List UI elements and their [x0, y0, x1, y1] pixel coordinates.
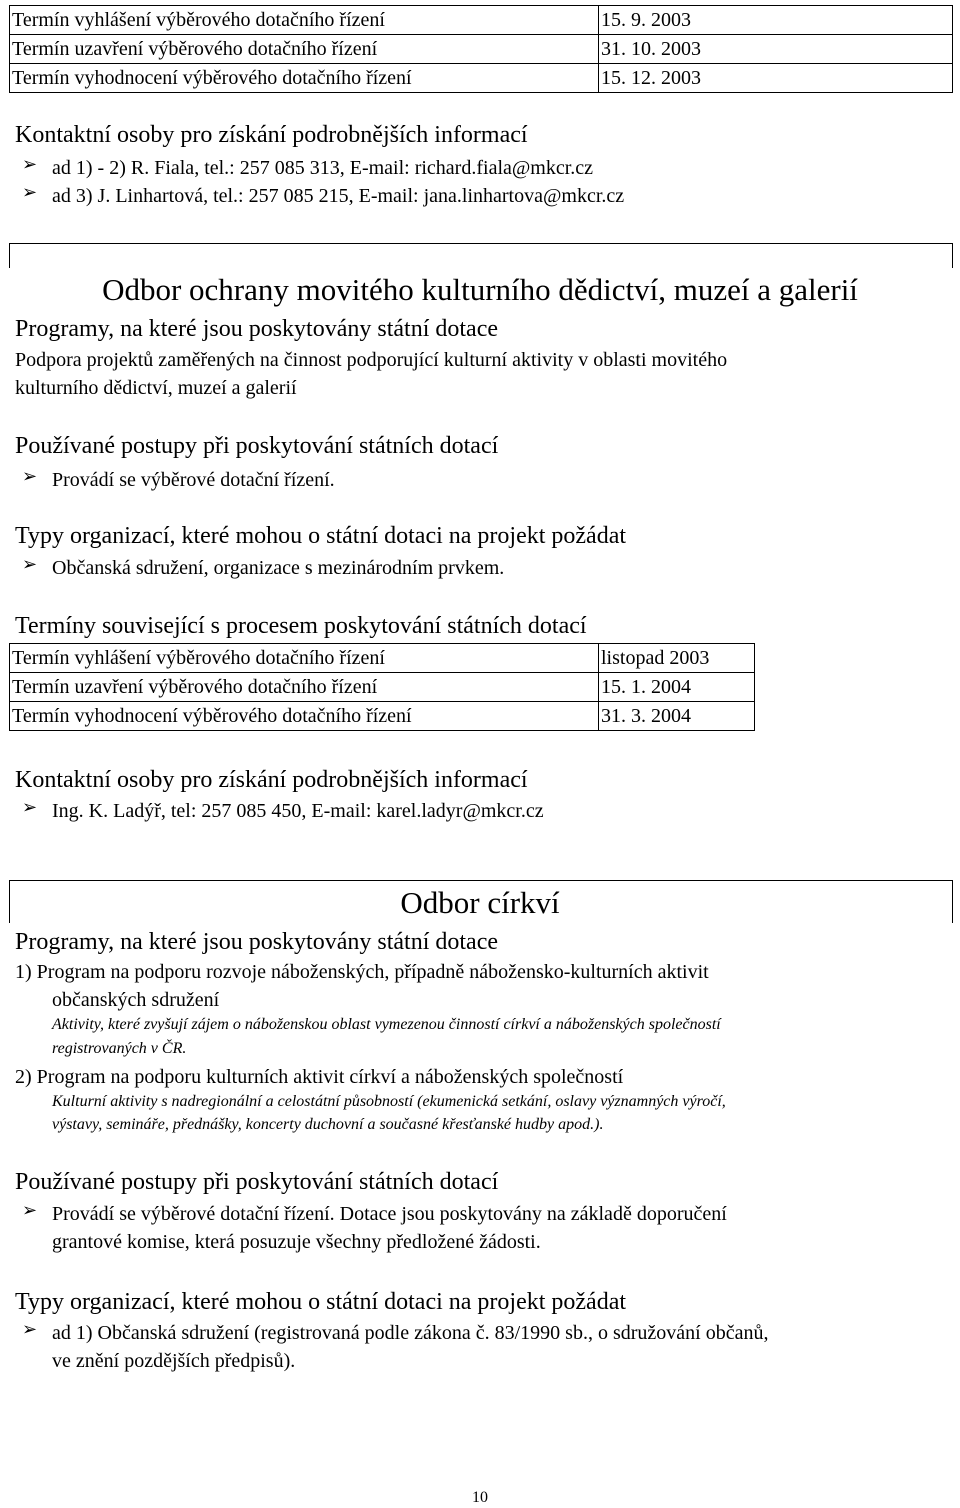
table-row: [10, 6, 953, 35]
list-item-cont: grantové komise, která posuzuje všechny předložené žádosti.: [52, 1231, 541, 1253]
org-types-heading: Typy organizací, které mohou o státní dotaci na projekt požádat: [15, 1289, 627, 1315]
table-cell-value: listopad 2003: [599, 644, 755, 673]
arrowhead-bullet-icon: ➢: [22, 797, 38, 817]
section-title-box: [9, 243, 953, 268]
contacts-heading: Kontaktní osoby pro získání podrobnějších informací: [15, 767, 528, 793]
programs-text: Podpora projektů zaměřených na činnost podporující kulturní aktivity v oblasti movitého: [15, 349, 728, 371]
table-cell-value: 31. 10. 2003: [599, 35, 953, 64]
table-cell-value: 15. 12. 2003: [599, 64, 953, 93]
arrowhead-bullet-icon: ➢: [22, 154, 38, 174]
terms-heading: Termíny související s procesem poskytování státních dotací: [15, 613, 587, 639]
program-2-note: Kulturní aktivity s nadregionální a celostátní působností (ekumenická setkání, oslavy významných výročí,: [52, 1093, 726, 1110]
procedures-heading: Používané postupy při poskytování státních dotací: [15, 1169, 499, 1195]
table-cell-label: Termín vyhlášení výběrového dotačního řízení: [10, 644, 599, 673]
table-cell-label: Termín uzavření výběrového dotačního řízení: [10, 35, 599, 64]
arrowhead-bullet-icon: ➢: [22, 182, 38, 202]
table-row: [10, 702, 755, 731]
section-title: Odbor církví: [400, 885, 560, 920]
program-1-note: registrovaných v ČR.: [52, 1040, 187, 1057]
page-number: 10: [472, 1489, 488, 1506]
table-row: [10, 644, 755, 673]
programs-heading: Programy, na které jsou poskytovány státní dotace: [15, 316, 498, 342]
table-cell-label: Termín uzavření výběrového dotačního řízení: [10, 673, 599, 702]
contacts-heading: Kontaktní osoby pro získání podrobnějších informací: [15, 122, 528, 148]
procedures-heading: Používané postupy při poskytování státních dotací: [15, 433, 499, 459]
program-1-cont: občanských sdružení: [52, 989, 220, 1011]
program-2-note: výstavy, semináře, přednášky, koncerty duchovní a současné křesťanské hudby apod.).: [52, 1116, 604, 1133]
arrowhead-bullet-icon: ➢: [22, 1319, 38, 1339]
programs-text: kulturního dědictví, muzeí a galerií: [15, 377, 297, 399]
table-row: [10, 35, 953, 64]
table-cell-label: Termín vyhodnocení výběrového dotačního řízení: [10, 64, 599, 93]
list-item-cont: ve znění pozdějších předpisů).: [52, 1350, 296, 1372]
program-1-note: Aktivity, které zvyšují zájem o náboženskou oblast vymezenou činností církví a náboženských společností: [52, 1016, 721, 1033]
table-cell-label: Termín vyhodnocení výběrového dotačního řízení: [10, 702, 599, 731]
table-cell-value: 15. 9. 2003: [599, 6, 953, 35]
arrowhead-bullet-icon: ➢: [22, 466, 38, 486]
program-2: 2) Program na podporu kulturních aktivit církví a náboženských společností: [15, 1066, 624, 1088]
arrowhead-bullet-icon: ➢: [22, 1200, 38, 1220]
table-cell-label: Termín vyhlášení výběrového dotačního řízení: [10, 6, 599, 35]
arrowhead-bullet-icon: ➢: [22, 554, 38, 574]
table-cell-value: 15. 1. 2004: [599, 673, 755, 702]
org-types-heading: Typy organizací, které mohou o státní dotaci na projekt požádat: [15, 523, 627, 549]
table-cell-value: 31. 3. 2004: [599, 702, 755, 731]
deadlines-table: [9, 643, 755, 731]
table-row: [10, 673, 755, 702]
section-title: Odbor ochrany movitého kulturního dědictví, muzeí a galerií: [102, 272, 858, 307]
table-row: [10, 64, 953, 93]
programs-heading: Programy, na které jsou poskytovány státní dotace: [15, 929, 498, 955]
top-deadlines-table: [9, 5, 953, 93]
program-1: 1) Program na podporu rozvoje náboženských, případně nábožensko-kulturních aktivit: [15, 961, 709, 983]
